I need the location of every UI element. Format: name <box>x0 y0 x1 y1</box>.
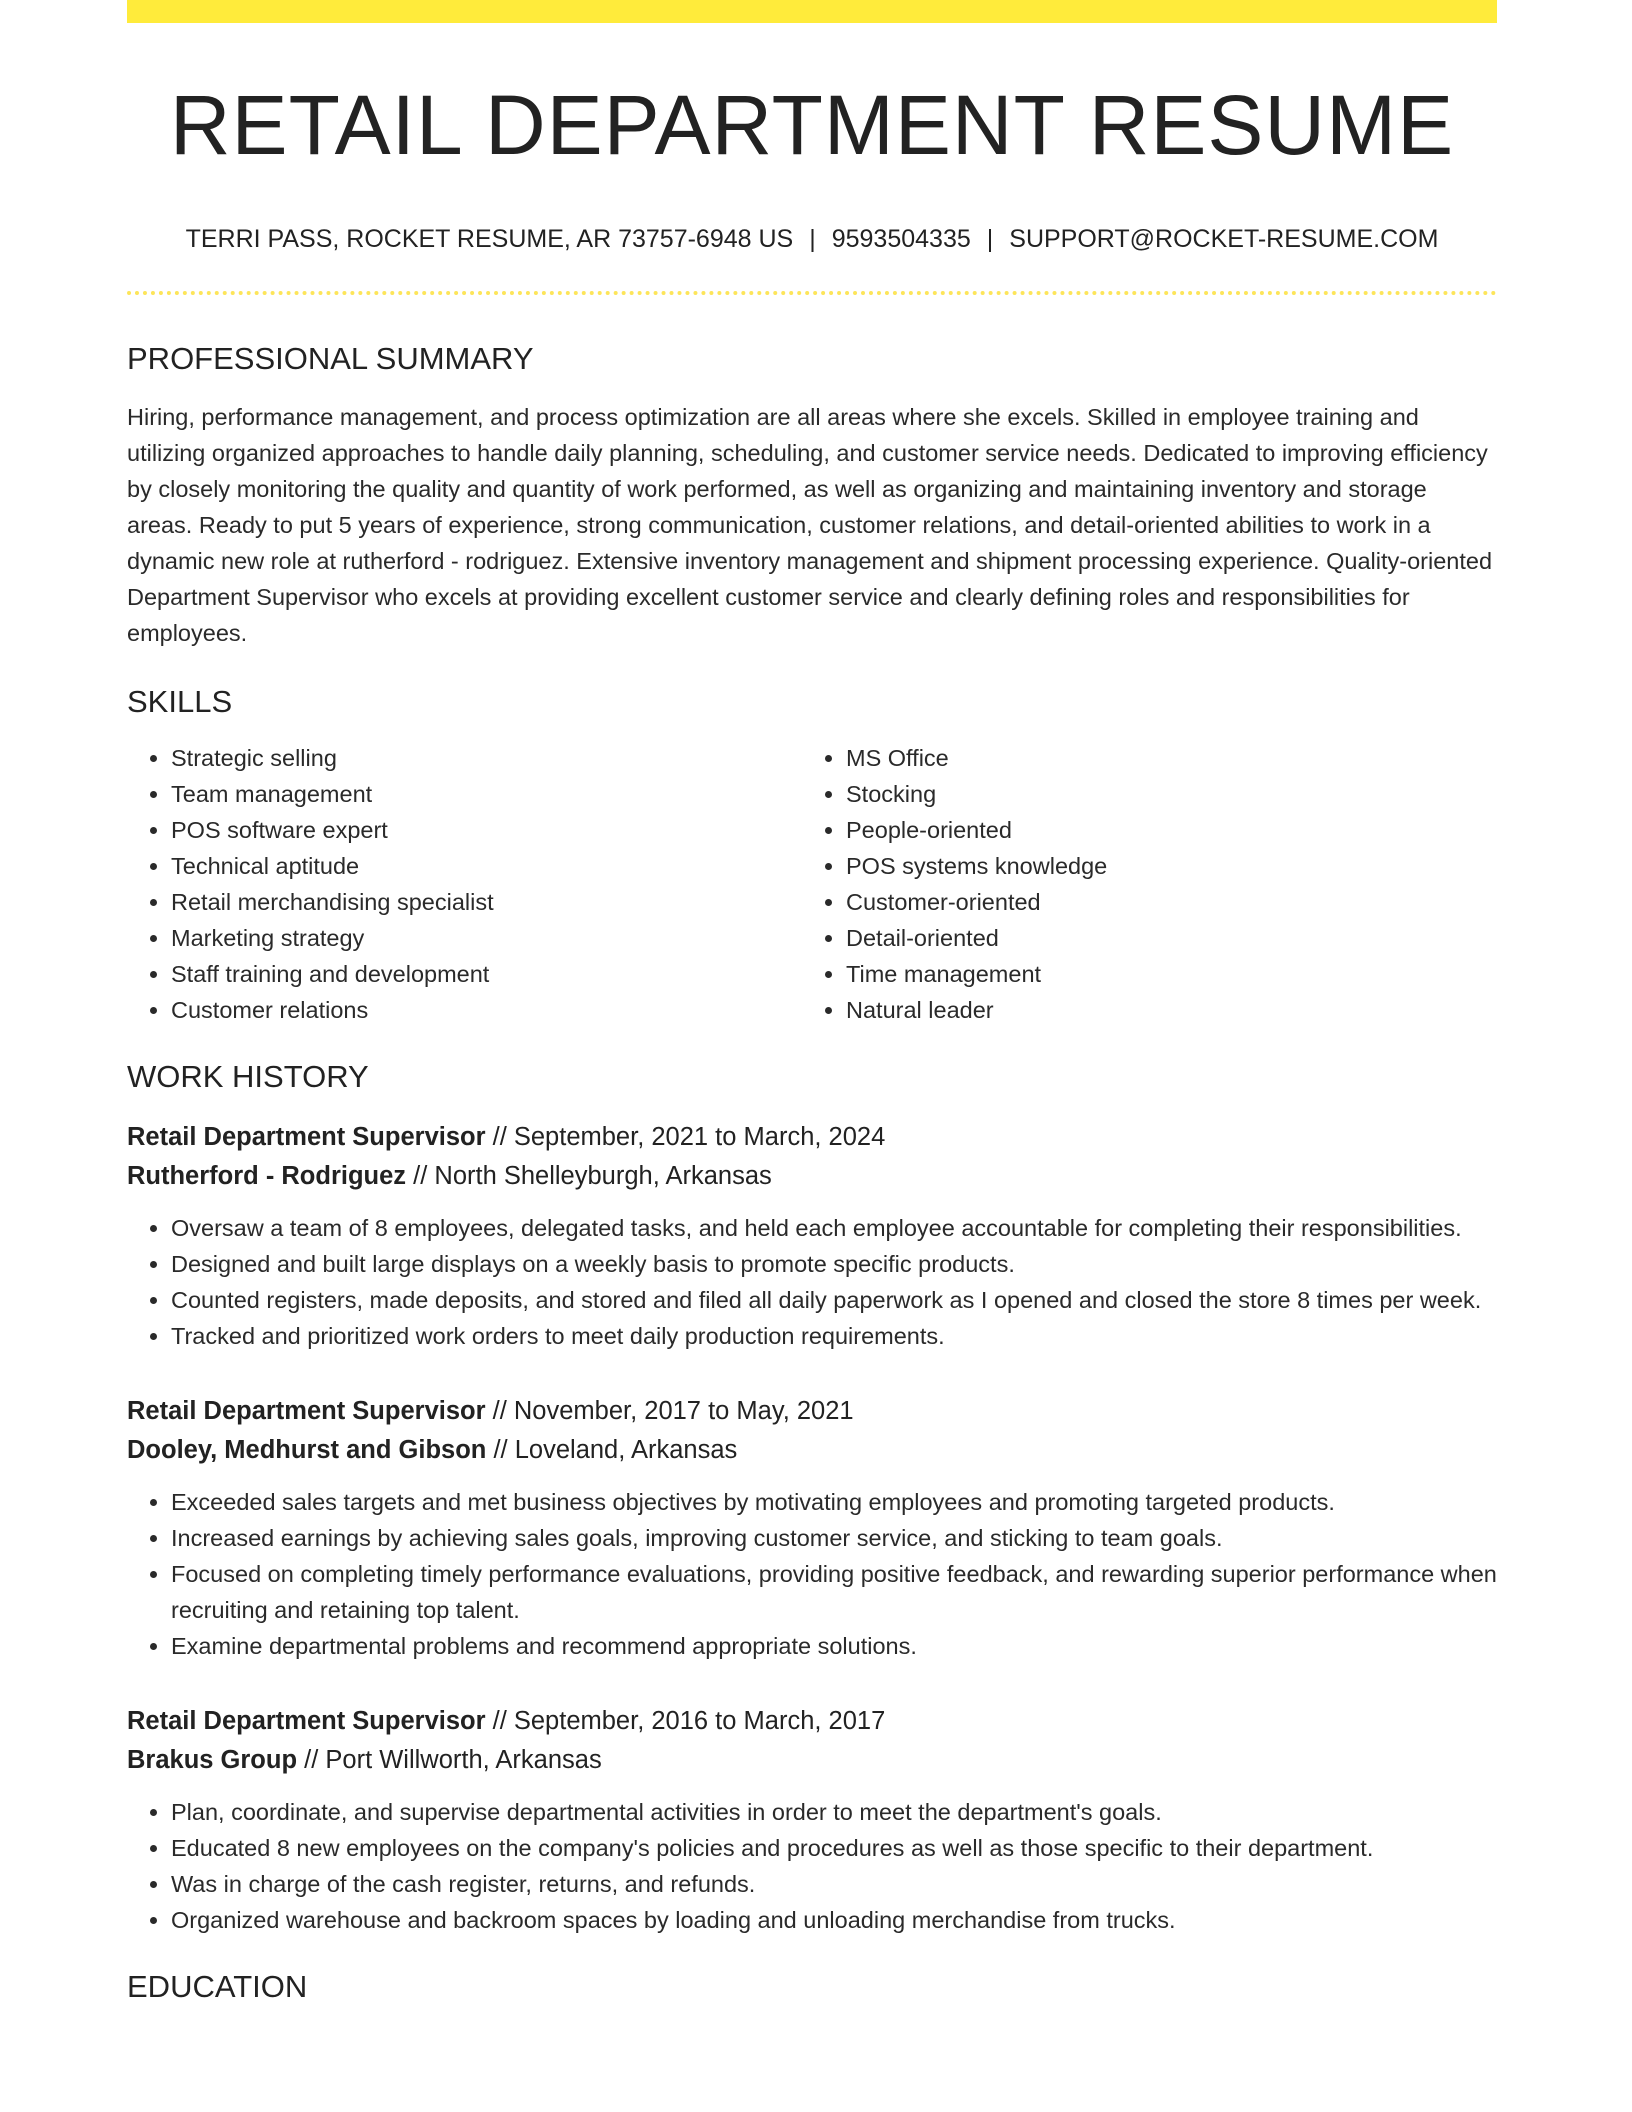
job-bullet: • Tracked and prioritized work orders to meet daily production requirements. <box>171 1318 1497 1354</box>
job-company: Dooley, Medhurst and Gibson <box>127 1435 487 1464</box>
job-location: // Loveland, Arkansas <box>486 1435 738 1464</box>
education-heading: EDUCATION <box>127 1968 308 2004</box>
resume-title: RETAIL DEPARTMENT RESUME <box>169 78 1455 172</box>
contact-email: SUPPORT@ROCKET-RESUME.COM <box>1009 225 1439 253</box>
job-dates: // November, 2017 to May, 2021 <box>485 1396 854 1425</box>
summary-text: Hiring, performance management, and process optimization are all areas where she excels. Skilled in employee training and utilizing organized approaches to handle daily planning, scheduling, and customer service needs. Dedicated to improving efficiency by closely monitoring the quality and quantity of work performed, as well as organizing and maintaining inventory and storage areas. Ready to put 5 years of experience, strong communication, customer relations, and detail-oriented abilities to work in a dynamic new role at rutherford - rodriguez. Extensive inventory management and shipment processing experience. Quality-oriented Department Supervisor who excels at providing excellent customer service and clearly defining roles and responsibilities for employees. <box>127 404 1493 647</box>
skill-item: • MS Office <box>846 740 1477 776</box>
skill-item: • Customer relations <box>171 992 802 1028</box>
job-company-line <box>127 1431 1497 1470</box>
skill-item: • Time management <box>846 956 1477 992</box>
job-location: // Port Willworth, Arkansas <box>297 1745 602 1774</box>
job-entry <box>127 1118 1497 1354</box>
job-bullet: • Educated 8 new employees on the company's policies and procedures as well as those specific to their department. <box>171 1830 1497 1866</box>
dotted-divider <box>127 291 1497 295</box>
skills-grid <box>127 740 1497 1028</box>
job-title-line <box>127 1118 1497 1157</box>
job-dates: // September, 2016 to March, 2017 <box>485 1706 886 1735</box>
job-bullet: • Designed and built large displays on a weekly basis to promote specific products. <box>171 1246 1497 1282</box>
skill-item: • Marketing strategy <box>171 920 802 956</box>
skill-item: • Customer-oriented <box>846 884 1477 920</box>
skill-item: • Strategic selling <box>171 740 802 776</box>
job-title-line <box>127 1702 1497 1741</box>
job-title: Retail Department Supervisor <box>127 1122 486 1151</box>
job-entry <box>127 1702 1497 1938</box>
job-company-line <box>127 1157 1497 1196</box>
job-bullet: • Focused on completing timely performance evaluations, providing positive feedback, and rewarding superior performance when recruiting and retaining top talent. <box>171 1556 1497 1628</box>
job-bullet: • Exceeded sales targets and met business objectives by motivating employees and promoting targeted products. <box>171 1484 1497 1520</box>
skill-item: • Technical aptitude <box>171 848 802 884</box>
job-title-line <box>127 1392 1497 1431</box>
skill-item: • People-oriented <box>846 812 1477 848</box>
job-bullet-list <box>127 1794 1497 1938</box>
contact-phone: 9593504335 <box>831 225 971 253</box>
skill-item: • Natural leader <box>846 992 1477 1028</box>
skills-heading: SKILLS <box>127 684 233 720</box>
skill-item: • POS software expert <box>171 812 802 848</box>
skill-item: • Staff training and development <box>171 956 802 992</box>
job-bullet: • Was in charge of the cash register, returns, and refunds. <box>171 1866 1497 1902</box>
contact-separator: | <box>809 225 816 253</box>
skills-list-right <box>802 740 1477 1028</box>
skill-item: • Team management <box>171 776 802 812</box>
contact-line <box>127 227 1497 252</box>
contact-address: TERRI PASS, ROCKET RESUME, AR 73757-6948 US <box>185 225 794 253</box>
job-bullet: • Organized warehouse and backroom spaces by loading and unloading merchandise from trucks. <box>171 1902 1497 1938</box>
summary-heading: PROFESSIONAL SUMMARY <box>127 341 534 376</box>
job-location: // North Shelleyburgh, Arkansas <box>406 1161 772 1190</box>
job-title: Retail Department Supervisor <box>127 1396 486 1425</box>
contact-separator: | <box>986 225 994 253</box>
job-dates: // September, 2021 to March, 2024 <box>485 1122 886 1151</box>
job-bullet: • Increased earnings by achieving sales goals, improving customer service, and sticking to team goals. <box>171 1520 1497 1556</box>
job-entry <box>127 1392 1497 1664</box>
job-bullet-list <box>127 1484 1497 1664</box>
skills-list-left <box>127 740 802 1028</box>
resume-page <box>127 0 1497 2005</box>
skill-item: • POS systems knowledge <box>846 848 1477 884</box>
accent-bar <box>127 0 1497 23</box>
job-bullet: • Counted registers, made deposits, and stored and filed all daily paperwork as I opened and closed the store 8 times per week. <box>171 1282 1497 1318</box>
job-company-line <box>127 1741 1497 1780</box>
job-company: Brakus Group <box>127 1745 298 1774</box>
job-company: Rutherford - Rodriguez <box>127 1161 407 1190</box>
job-bullet: • Examine departmental problems and recommend appropriate solutions. <box>171 1628 1497 1664</box>
skill-item: • Stocking <box>846 776 1477 812</box>
work-history-heading: WORK HISTORY <box>127 1059 369 1095</box>
job-bullet: • Plan, coordinate, and supervise departmental activities in order to meet the department's goals. <box>171 1794 1497 1830</box>
job-bullet: • Oversaw a team of 8 employees, delegated tasks, and held each employee accountable for completing their responsibilities. <box>171 1210 1497 1246</box>
job-bullet-list <box>127 1210 1497 1354</box>
job-title: Retail Department Supervisor <box>127 1706 486 1735</box>
skill-item: • Detail-oriented <box>846 920 1477 956</box>
skill-item: • Retail merchandising specialist <box>171 884 802 920</box>
